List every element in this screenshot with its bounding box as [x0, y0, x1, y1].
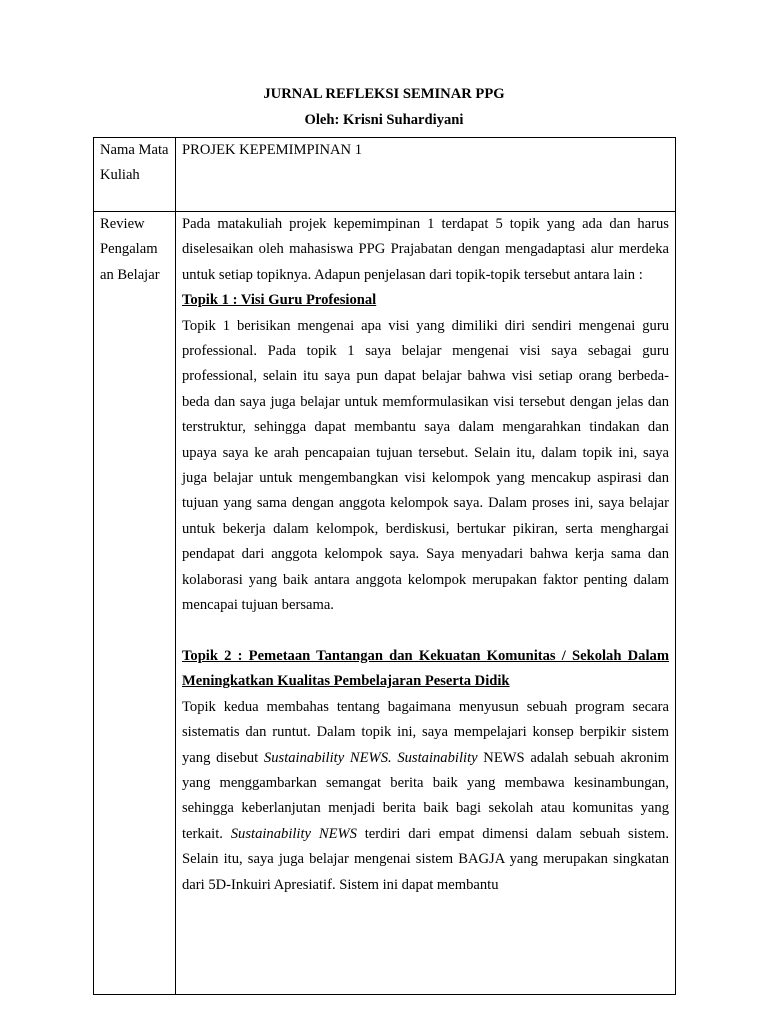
topic2-text-1: Topik kedua membahas tentang bagaimana menyusun sebuah program secara sistematis dan runtut. Dalam topik ini, saya mempelajari konsep berpikir sistem yang disebut [182, 698, 669, 766]
topic1-heading: Topik 1 : Visi Guru Profesional [182, 292, 377, 309]
course-name: PROJEK KEPEMIMPINAN 1 [182, 142, 363, 158]
review-label-cell [94, 212, 176, 995]
table-row-review [94, 212, 676, 995]
topic2-emphasis-2: Sustainability NEWS [230, 825, 357, 842]
document-title: JURNAL REFLEKSI SEMINAR PPG [263, 86, 505, 102]
review-label: Review Pengalam an Belajar [100, 216, 160, 283]
topic1-paragraph: Topik 1 berisikan mengenai apa visi yang dimiliki diri sendiri mengenai guru professional. Pada topik 1 saya belajar mengenai visi saya sebagai guru professional, selain itu saya pun dapat belajar bahwa visi setiap orang berbeda-beda dan saya juga belajar untuk memformulasikan visi tersebut dengan jelas dan terstruktur, sehingga dapat membantu saya dalam mengarahkan tindakan dan upaya saya ke arah pencapaian tujuan tersebut. Selain itu, dalam topik ini, saya juga belajar untuk mengembangkan visi kelompok yang mencakup aspirasi dan tujuan yang sama dengan anggota kelompok saya. Dalam proses ini, saya belajar untuk bekerja dalam kelompok, berdiskusi, bertukar pikiran, serta menghargai pendapat dari anggota kelompok saya. Saya menyadari bahwa kerja sama dan kolaborasi yang baik antara anggota kelompok merupakan faktor penting dalam mencapai tujuan bersama. [182, 317, 669, 614]
topic2-paragraph [182, 695, 669, 898]
topic2-text-2: NEWS adalah sebuah akronim yang menggambarkan semangat berita baik yang membawa kesinambungan, sehingga keberlanjutan menjadi berita baik bagi sekolah atau komunitas yang terkait. [182, 749, 669, 842]
topic2-emphasis-1: Sustainability NEWS. Sustainability [263, 749, 478, 766]
review-content-cell [176, 212, 676, 995]
course-label-cell [94, 138, 176, 212]
topic2-text-3: terdiri dari empat dimensi dalam sebuah sistem. Selain itu, saya juga belajar mengenai sistem BAGJA yang merupakan singkatan dari 5D-Inkuiri Apresiatif. Sistem ini dapat membantu [182, 825, 669, 893]
intro-paragraph: Pada matakuliah projek kepemimpinan 1 terdapat 5 topik yang ada dan harus diselesaikan oleh mahasiswa PPG Prajabatan dengan mengadaptasi alur merdeka untuk setiap topiknya. Adapun penjelasan dari topik-topik tersebut antara lain : [182, 216, 669, 283]
reflection-table [93, 137, 676, 995]
table-row-course [94, 138, 676, 212]
paragraph-spacer [182, 619, 669, 644]
author-line: Oleh: Krisni Suhardiyani [304, 112, 464, 128]
topic2-heading: Topik 2 : Pemetaan Tantangan dan Kekuatan Komunitas / Sekolah Dalam Meningkatkan Kualitas Pembelajaran Peserta Didik [182, 647, 669, 690]
course-label: Nama Mata Kuliah [100, 142, 169, 184]
course-value-cell [176, 138, 676, 212]
